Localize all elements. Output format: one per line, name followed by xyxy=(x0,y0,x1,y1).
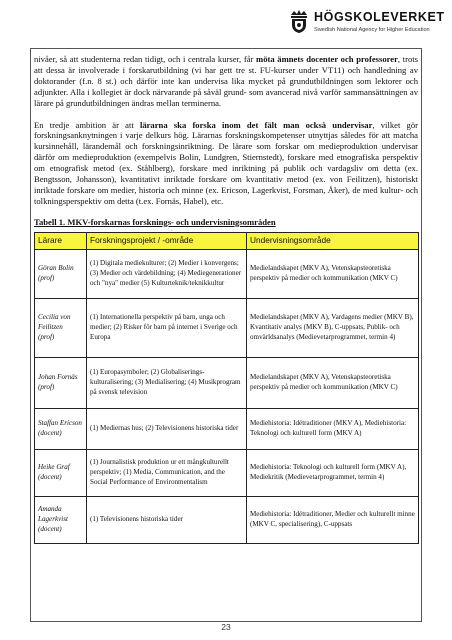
teacher-cell: Staffan Ericson (docent) xyxy=(35,408,87,449)
paragraph-1-text: nivåer, så att studenterna redan tidigt, och i centrala kurser, får xyxy=(34,54,257,64)
teacher-cell: Heike Graf (docent) xyxy=(35,449,87,496)
crowned-shield-icon xyxy=(288,8,310,34)
agency-logo xyxy=(288,8,445,44)
table-row xyxy=(35,496,419,543)
research-cell: (1) Internationella perspektiv på barn, unga och medier; (2) Risker för barn på internet i Sverige och Europa xyxy=(87,298,247,357)
table-row xyxy=(35,449,419,496)
teaching-cell: Medielandskapet (MKV A), Vetenskapsteoretiska perspektiv på medier och kommunikation (MKV C) xyxy=(247,249,419,298)
research-cell: (1) Televisionens historiska tider xyxy=(87,496,247,543)
research-cell: (1) Digitala mediekulturer; (2) Medier i konvergens; (3) Medier och värdebildning; (4) Mediegenerationer och "nya" medier (5) Kulturteknik/teknikkultur xyxy=(87,249,247,298)
teacher-cell: Göran Bolin (prof) xyxy=(35,249,87,298)
research-teaching-table xyxy=(34,232,419,544)
paragraph-1-emphasis: möta ämnets docenter och professorer xyxy=(256,54,398,64)
page-number: 23 xyxy=(221,622,231,632)
table-row xyxy=(35,249,419,298)
column-header-teacher: Lärare xyxy=(35,232,87,249)
paragraph-2-emphasis: lärarna ska forska inom det fält man också undervisar xyxy=(139,119,373,130)
teaching-cell: Mediehistoria: Teknologi och kulturell form (MKV A), Mediekritik (Medievetarprogrammet, termin 4) xyxy=(247,449,419,496)
teacher-cell: Cecilia von Feilitzen (prof) xyxy=(35,298,87,357)
table-row xyxy=(35,357,419,408)
paragraph-2-text: En tredje ambition är att xyxy=(34,119,140,130)
teacher-cell: Johan Fornäs (prof) xyxy=(35,357,87,408)
teaching-cell: Medielandskapet (MKV A), Vardagens medier (MKV B), Kvantitativ analys (MKV B), C-uppsats, Publik- och omvärldsanalys (Medievetarprogrammet, termin 4) xyxy=(247,298,419,357)
research-cell: (1) Europasymboler; (2) Globaliserings-kulturalisering; (3) Medialisering; (4) Musikprogram på svensk television xyxy=(87,357,247,408)
paragraph-1-text-cont: , trots att dessa är involverade i forskarutbildning (vi har gett tre st. FU-kurser under VT11) och handledning av doktorander (f.n. 8 st.) och därför inte kan undervisa lika mycket på grundutbildningen som lektorer och adjunkter. Alla i kollegiet är dock närvarande på såväl grund- som avancerad nivå varför sammansättningen av lärare på grundutbildningen ändras mellan terminerna. xyxy=(34,54,419,108)
document-body xyxy=(34,54,418,544)
table-title: Tabell 1. MKV-forskarnas forsknings- och undervisningsområden xyxy=(34,216,276,227)
column-header-teaching: Undervisningsområde xyxy=(247,232,419,249)
table-header-row xyxy=(35,232,419,249)
research-cell: (1) Mediernas hus; (2) Televisionens historiska tider xyxy=(87,408,247,449)
teaching-cell: Mediehistoria: Idétraditioner (MKV A), Mediehistoria: Teknologi och kulturell form (MKV A) xyxy=(247,408,419,449)
table-row xyxy=(35,298,419,357)
paragraph-2-text-cont: , vilket gör forskningsanknytningen i varje delkurs hög. Lärarnas forskningskompetenser utnyttjas således för att matcha kursinnehåll, lärandemål och forskningsinriktning. De lärare som forskar om medieproduktion undervisar därför om medieproduktion (exempelvis Bolin, Lundgren, Stiernstedt), forskare med etnografiska perspektiv om etnografisk metod (ex. Ståhlberg), forskare med inriktning på publik och vardagsliv om detta (ex. Bengtsson, Johansson), kvantitativt inriktade forskare om kvantitativ metod (ex. von Feilitzen), historiskt inriktade forskare om medier, historia och minne (ex. Ericson, Lagerkvist, Forsman, Åker), de med kultur- och tolkningsperspektiv om detta (t.ex. Fornäs, Habel), etc. xyxy=(34,119,418,206)
logo-name: HÖGSKOLEVERKET xyxy=(314,10,445,24)
research-cell: (1) Journalistisk produktion ur ett mångkulturellt perspektiv; (1) Media, Communication, and the Social Performance of Environmentalism xyxy=(87,449,247,496)
teaching-cell: Medielandskapet (MKV A), Vetenskapsteoretiska perspektiv på medier och kommunikation (MKV C) xyxy=(247,357,419,408)
table-row xyxy=(35,408,419,449)
teacher-cell: Amanda Lagerkvist (docent) xyxy=(35,496,87,543)
logo-subtitle: Swedish National Agency for Higher Education xyxy=(314,27,430,33)
column-header-research: Forskningsprojekt / -område xyxy=(87,232,247,249)
teaching-cell: Mediehistoria: Idétraditioner, Medier och kulturellt minne (MKV C, specialisering), C-uppsats xyxy=(247,496,419,543)
paragraph-1 xyxy=(34,54,418,109)
paragraph-2 xyxy=(34,120,418,207)
